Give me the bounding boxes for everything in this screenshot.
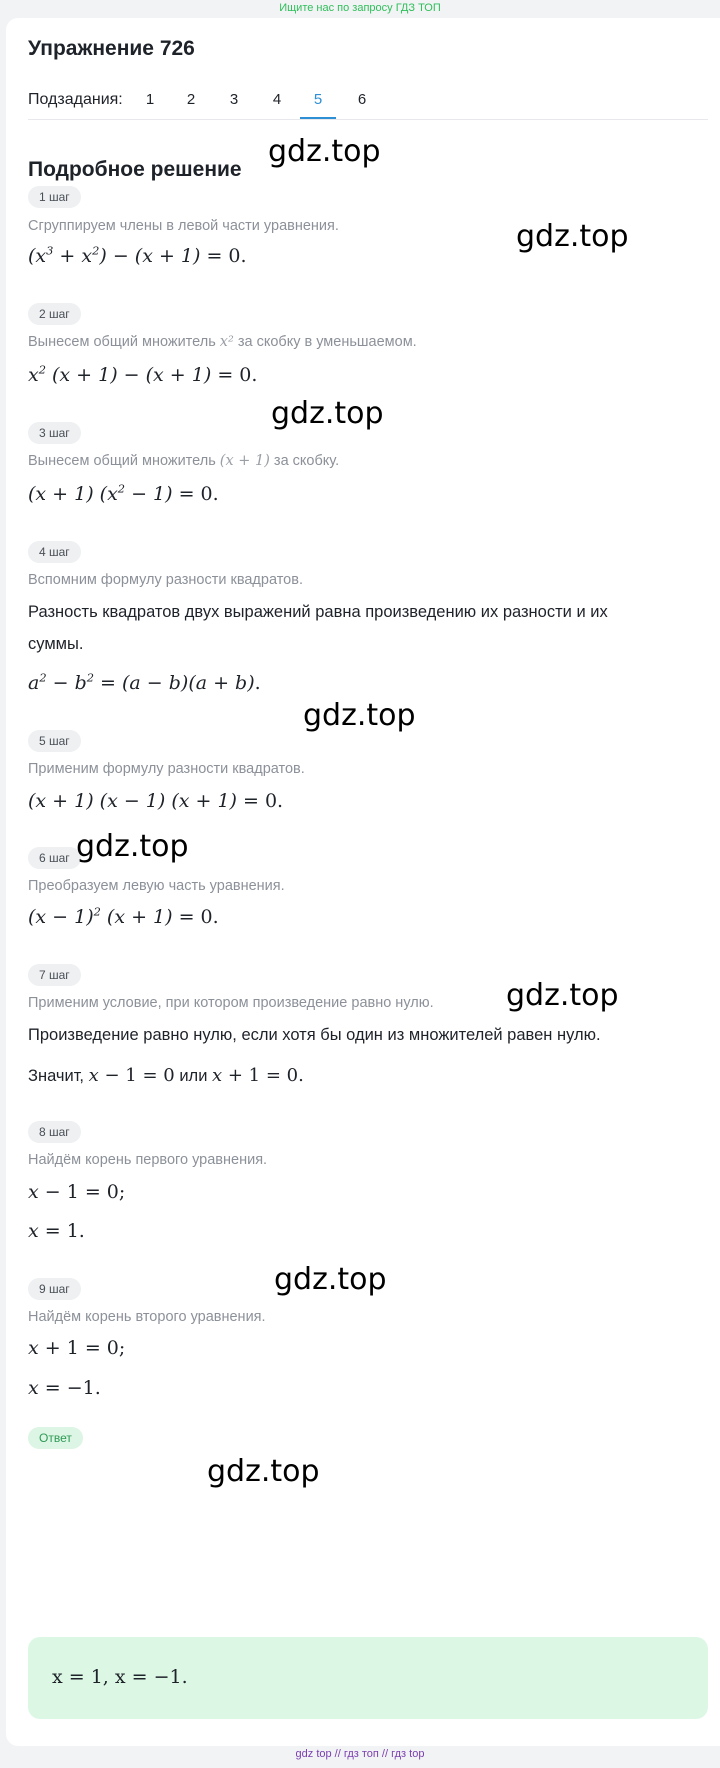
search-banner[interactable]: Ищите нас по запросу ГДЗ ТОП (279, 2, 441, 14)
step-hint: Найдём корень первого уравнения. (28, 1152, 268, 1168)
page-title: Упражнение 726 (28, 37, 195, 60)
watermark: gdz.top (506, 978, 619, 1013)
step-badge: 3 шаг (28, 422, 81, 444)
section-title: Подробное решение (28, 158, 242, 181)
step-badge: 9 шаг (28, 1278, 81, 1300)
step-hint: Вынесем общий множитель x² за скобку в уменьшаемом. (28, 334, 417, 350)
equation: (x + 1) (x − 1) (x + 1) = 0. (28, 790, 284, 812)
watermark: gdz.top (76, 829, 189, 864)
step-badge: 6 шаг (28, 847, 81, 869)
step-hint: Вспомним формулу разности квадратов. (28, 572, 303, 588)
answer-equation: x = 1, x = −1. (52, 1666, 188, 1688)
step-hint: Применим условие, при котором произведение равно нулю. (28, 995, 434, 1011)
tab-1[interactable]: 1 (145, 91, 155, 108)
tab-5-active[interactable]: 5 (300, 83, 336, 119)
step-hint: Преобразуем левую часть уравнения. (28, 878, 285, 894)
answer-badge: Ответ (28, 1427, 83, 1449)
equation: $(x - 1)^2$ (x + 1) = 0. (28, 904, 219, 928)
equation: $(x^3 + x^2) - (x + 1) = 0$. (28, 243, 247, 267)
step-text: Значит, x − 1 = 0 или x + 1 = 0. (28, 1065, 304, 1086)
step-badge: 8 шаг (28, 1121, 81, 1143)
tabs-divider (28, 119, 708, 120)
watermark: gdz.top (207, 1454, 320, 1489)
step-badge: 7 шаг (28, 964, 81, 986)
tab-3[interactable]: 3 (229, 91, 239, 108)
step-badge: 5 шаг (28, 730, 81, 752)
step-badge: 1 шаг (28, 186, 81, 208)
equation: x = 1. (28, 1220, 85, 1242)
step-hint: Найдём корень второго уравнения. (28, 1309, 266, 1325)
equation: x − 1 = 0; (28, 1181, 126, 1203)
tab-6[interactable]: 6 (357, 91, 367, 108)
equation: (x + 1) $(x^2 - 1) = 0$. (28, 481, 219, 505)
watermark: gdz.top (271, 396, 384, 431)
tab-2[interactable]: 2 (186, 91, 196, 108)
tab-4[interactable]: 4 (272, 91, 282, 108)
step-hint: Вынесем общий множитель (x + 1) за скобку. (28, 453, 340, 469)
subtasks-label: Подзадания: (28, 91, 123, 108)
step-badge: 2 шаг (28, 303, 81, 325)
step-text: суммы. (28, 635, 84, 653)
step-text: Произведение равно нулю, если хотя бы один из множителей равен нулю. (28, 1026, 601, 1044)
equation: $a^2 - b^2 = (a - b)(a + b)$. (28, 670, 261, 694)
watermark: gdz.top (516, 219, 629, 254)
step-badge: 4 шаг (28, 541, 81, 563)
step-hint: Применим формулу разности квадратов. (28, 761, 305, 777)
equation: x + 1 = 0; (28, 1337, 126, 1359)
step-hint: Сгруппируем члены в левой части уравнения. (28, 218, 339, 234)
watermark: gdz.top (303, 698, 416, 733)
equation: $x^2$ (x + 1) − (x + 1) = 0. (28, 362, 258, 386)
equation: x = −1. (28, 1377, 101, 1399)
footer-links[interactable]: gdz top // гдз топ // гдз top (295, 1748, 425, 1760)
step-text: Разность квадратов двух выражений равна произведению их разности и их (28, 603, 608, 621)
watermark: gdz.top (274, 1262, 387, 1297)
watermark: gdz.top (268, 134, 381, 169)
